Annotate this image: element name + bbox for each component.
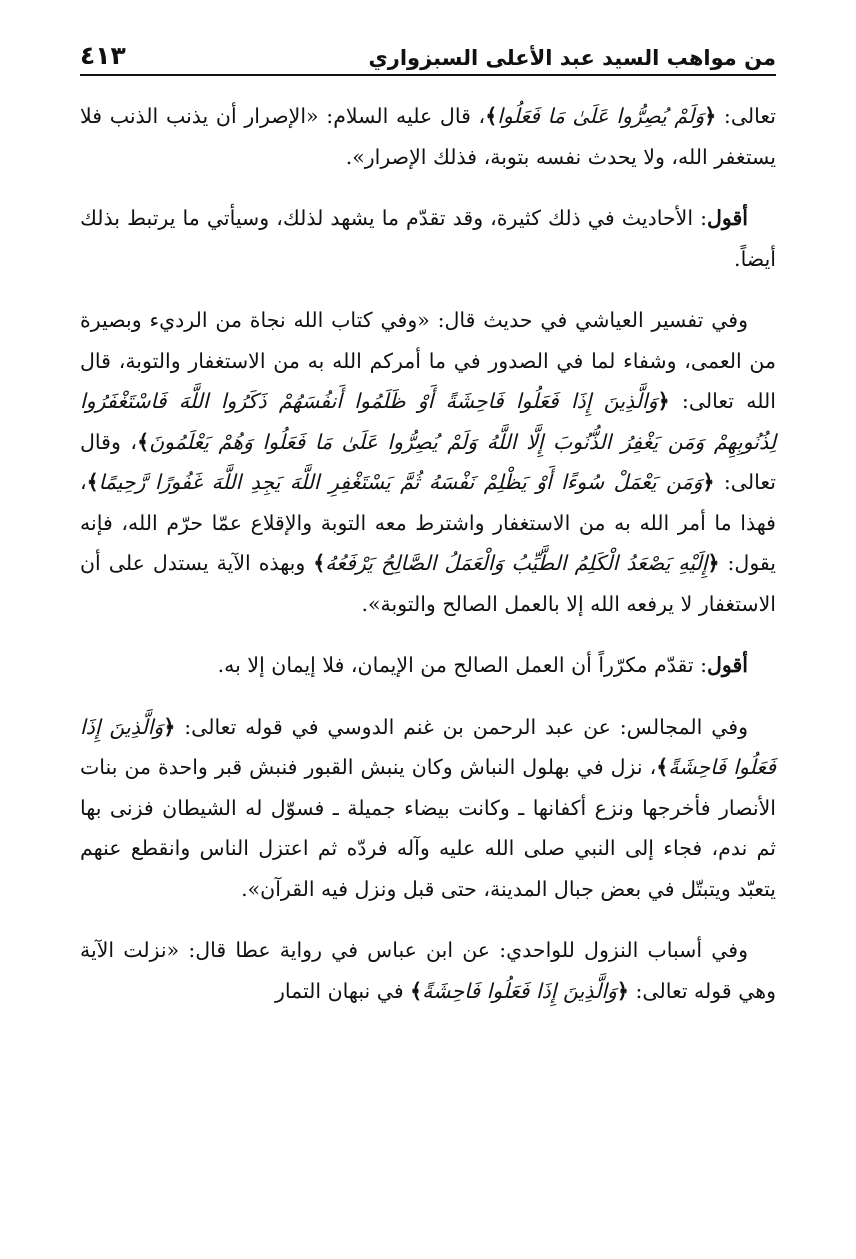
quran-close-bracket: ﴾ — [485, 104, 498, 128]
quran-close-bracket: ﴾ — [86, 470, 99, 494]
quran-verse: وَلَمْ يُصِرُّوا عَلَىٰ مَا فَعَلُوا — [497, 104, 705, 128]
text-run: فردّه ثم اعتزل الناس وانقطع عنهم يتعبّد ويتبتّل في بعض جبال المدينة، حتى قبل ونزل فيه القرآن». — [80, 836, 776, 901]
text-run: وفي أسباب النزول للواحدي: عن ابن عباس في رواية عطا قال: «نزلت الآية وهي قوله تعالى: — [80, 938, 776, 1003]
quran-open-bracket: ﴿ — [657, 389, 670, 413]
paragraph-6 — [80, 930, 776, 1011]
paragraph-3 — [80, 300, 776, 624]
text-run: : تقدّم مكرّراً أن العمل الصالح من الإيمان، فلا إيمان إلا به. — [217, 653, 708, 677]
quran-close-bracket: ﴾ — [137, 429, 150, 454]
paragraph-4 — [80, 645, 776, 686]
running-title: من مواهب السيد عبد الأعلى السبزواري — [368, 46, 776, 70]
text-run: ، قال — [432, 104, 486, 128]
text-run: تعالى: — [716, 104, 776, 128]
page-header — [80, 28, 776, 76]
text-run: وبهذه الآية يستدل على أن الاستغفار لا يرفعه الله إلا بالعمل الصالح والتوبة». — [80, 551, 776, 616]
quran-verse: إِلَيْهِ يَصْعَدُ الْكَلِمُ الطَّيِّبُ وَالْعَمَلُ الصَّالِحُ يَرْفَعُهُ — [325, 551, 708, 575]
quran-verse: وَمَن يَعْمَلْ سُوءًا أَوْ يَظْلِمْ نَفْسَهُ ثُمَّ يَسْتَغْفِرِ اللَّهَ يَجِدِ اللَّهَ غَفُورًا رَّحِيمًا — [98, 470, 703, 494]
quran-open-bracket: ﴿ — [163, 714, 176, 739]
text-run: : الأحاديث في ذلك كثيرة، وقد تقدّم ما يشهد لذلك، وسيأتي ما يرتبط بذلك أيضاً. — [80, 206, 776, 271]
text-run: ، نزل في بهلول النباش وكان ينبش القبور فنبش قبر واحدة من بنات الأنصار فأخرجها ونزع أكفانها ـ وكانت بيضاء جميلة ـ فسوّل له الشيطان فزنى بها ثم ندم، فجاء إلى النبي — [80, 755, 776, 860]
quran-open-bracket: ﴿ — [704, 104, 717, 128]
quran-open-bracket: ﴿ — [702, 470, 715, 494]
quran-close-bracket: ﴾ — [410, 978, 423, 1003]
paragraph-5 — [80, 707, 776, 910]
honorific-ligature: عليه السلام — [333, 104, 433, 128]
lead-word: أقول — [707, 206, 748, 230]
quran-close-bracket: ﴾ — [313, 551, 326, 575]
paragraph-1 — [80, 96, 776, 177]
quran-open-bracket: ﴿ — [707, 551, 720, 575]
text-run: ، وقال تعالى: — [80, 429, 776, 494]
quran-verse: وَالَّذِينَ إِذَا فَعَلُوا فَاحِشَةً — [80, 714, 776, 779]
paragraph-2 — [80, 198, 776, 279]
text-run: : «الإصرار أن يذنب الذنب فلا يستغفر الله، ولا يحدث نفسه بتوبة، فذلك الإصرار». — [80, 104, 776, 169]
text-run: وفي تفسير العياشي في حديث قال: «وفي كتاب الله نجاة من الرديء وبصيرة من العمى، وشفاء لما في الصدور في ما أمركم الله به من الاستغفار والتوبة، قال الله تعالى: — [80, 308, 776, 413]
page-number: ٤١٣ — [80, 41, 126, 70]
text-run: وفي المجالس: عن عبد الرحمن بن غنم الدوسي في قوله تعالى: — [175, 714, 748, 739]
text-run: ، فهذا ما أمر الله به من الاستغفار واشترط معه التوبة والإقلاع عمّا حرّم الله، فإنه يقول: — [80, 470, 776, 575]
lead-word: أقول — [707, 653, 748, 677]
quran-verse: وَالَّذِينَ إِذَا فَعَلُوا فَاحِشَةً أَوْ ظَلَمُوا أَنفُسَهُمْ ذَكَرُوا اللَّهَ فَاسْتَغْفَرُوا لِذُنُوبِهِمْ وَمَن يَغْفِرُ الذُّنُوبَ إِلَّا اللَّهُ وَلَمْ يُصِرُّوا عَلَىٰ مَا فَعَلُوا وَهُمْ يَعْلَمُونَ — [80, 389, 776, 454]
quran-open-bracket: ﴿ — [616, 978, 629, 1003]
page-body — [80, 96, 776, 1249]
honorific-ligature: صلى الله عليه وآله — [396, 836, 565, 860]
text-run: في نبهان التمار — [274, 978, 411, 1003]
quran-verse: وَالَّذِينَ إِذَا فَعَلُوا فَاحِشَةً — [422, 978, 617, 1003]
quran-close-bracket: ﴾ — [656, 755, 669, 779]
